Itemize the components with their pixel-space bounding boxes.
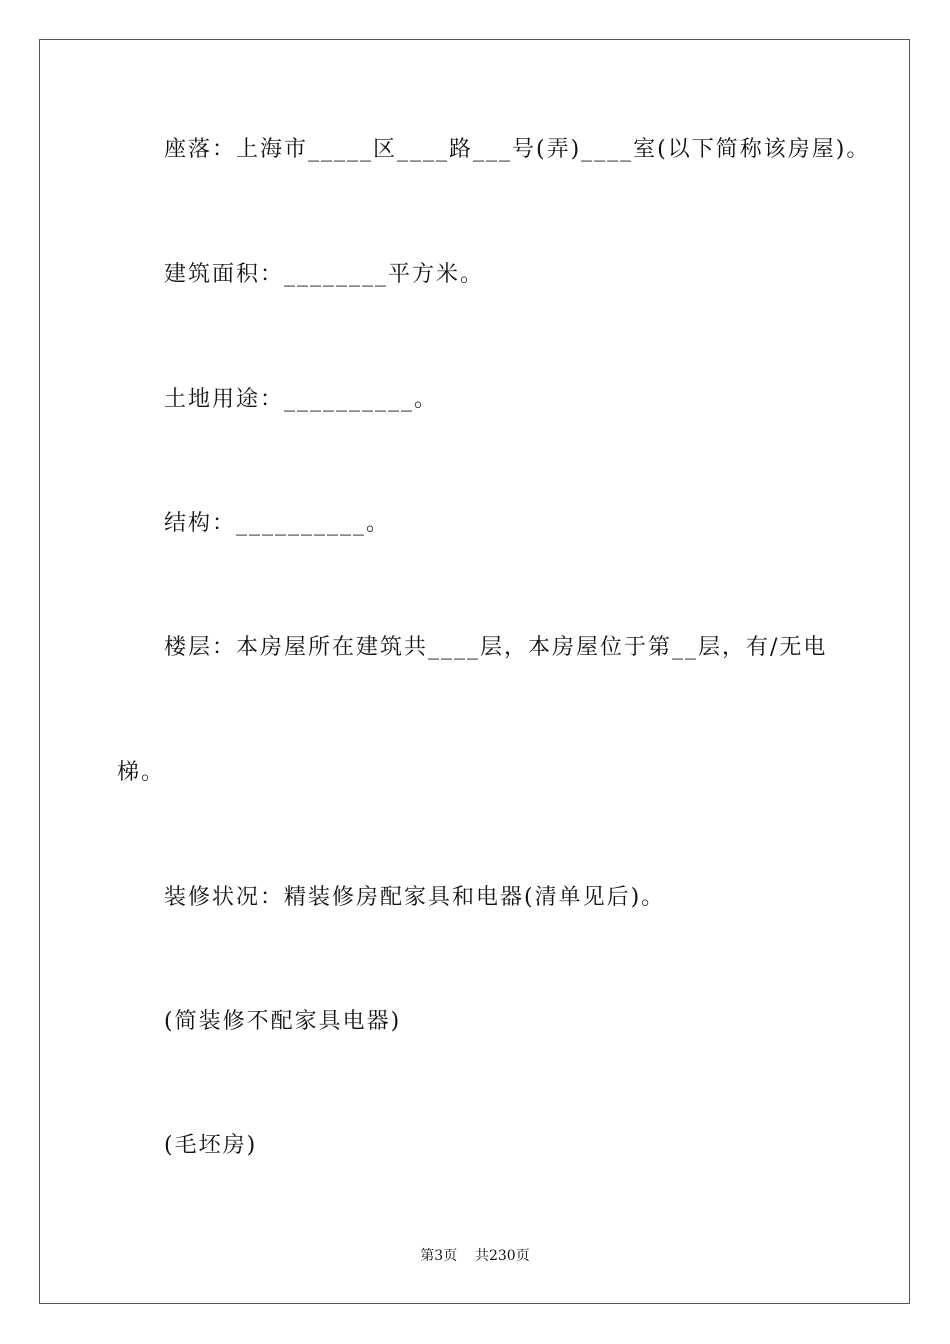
- land-use-line: 土地用途：__________。: [164, 387, 439, 412]
- floor-line-continuation: 梯。: [117, 760, 166, 785]
- floor-line: 楼层：本房屋所在建筑共____层，本房屋位于第__层，有/无电: [164, 635, 828, 660]
- decoration-status-line: 装修状况：精装修房配家具和电器(清单见后)。: [164, 885, 666, 910]
- page-border: [39, 39, 910, 1304]
- page-number-footer: 第3页 共230页: [420, 1248, 530, 1264]
- building-area-line: 建筑面积：________平方米。: [164, 262, 485, 287]
- location-line: 座落：上海市_____区____路___号(弄)____室(以下简称该房屋)。: [164, 137, 871, 162]
- structure-line: 结构：__________。: [164, 511, 391, 536]
- rough-house-line: (毛坯房): [164, 1133, 258, 1158]
- simple-decoration-line: (简装修不配家具电器): [164, 1009, 402, 1034]
